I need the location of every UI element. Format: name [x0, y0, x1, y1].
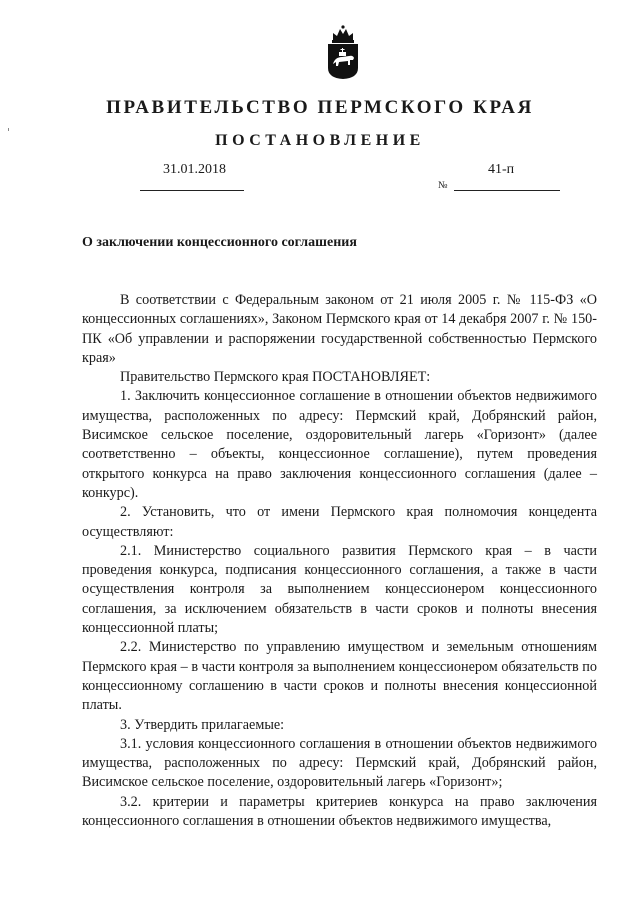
scan-margin-mark: [8, 128, 9, 131]
paragraph-resolves: Правительство Пермского края ПОСТАНОВЛЯЕТ:: [120, 369, 431, 386]
document-body: [82, 291, 597, 831]
perm-krai-coat-of-arms-icon: [324, 24, 362, 80]
date-underline: [140, 190, 244, 191]
paragraph-item-2: 2. Установить, что от имени Пермского края полномочия концедента осуществляют:: [82, 504, 597, 540]
document-number: 41-п: [488, 162, 515, 177]
document-date: 31.01.2018: [163, 162, 226, 177]
government-title: ПРАВИТЕЛЬСТВО ПЕРМСКОГО КРАЯ: [106, 97, 534, 118]
paragraph-item-2-1: 2.1. Министерство социального развития Пермского края – в части проведения конкурса, подписания концессионного соглашения, а также в части осуществления контроля за выполнением концессионером концессионного соглашения, за исключением обязательств в части сроков и полноты внесения концессионной платы;: [82, 542, 597, 637]
document-subject: О заключении концессионного соглашения: [82, 235, 357, 250]
paragraph-item-2-2: 2.2. Министерство по управлению имуществом и земельным отношениям Пермского края – в части контроля за выполнением концессионером обязательств по концессионному соглашению в части сроков и полноты внесения концессионной платы.: [82, 639, 597, 714]
document-type: ПОСТАНОВЛЕНИЕ: [215, 132, 425, 149]
paragraph-item-3-1: 3.1. условия концессионного соглашения в отношении объектов недвижимого имущества, расположенных по адресу: Пермский край, Добрянский район, Висимское сельское поселение, оздоровительный лагерь «Горизонт»;: [82, 735, 597, 791]
number-underline: [454, 190, 560, 191]
paragraph-preamble: В соответствии с Федеральным законом от 21 июля 2005 г. № 115-ФЗ «О концессионных соглашениях», Законом Пермского края от 14 декабря 2007 г. № 150-ПК «Об управлении и распоряжении государственной собственностью Пермского края»: [82, 292, 597, 366]
paragraph-item-3: 3. Утвердить прилагаемые:: [120, 716, 285, 733]
paragraph-item-1: 1. Заключить концессионное соглашение в отношении объектов недвижимого имущества, расположенных по адресу: Пермский край, Добрянский район, Висимское сельское поселение, оздоровительный лагерь «Горизонт» (далее соответственно – объекты, концессионное соглашение), путем проведения открытого конкурса на право заключения концессионного соглашения (далее – конкурс).: [82, 388, 597, 501]
paragraph-item-3-2: 3.2. критерии и параметры критериев конкурса на право заключения концессионного соглашения в отношении объектов недвижимого имущества,: [82, 793, 597, 830]
number-sign: №: [438, 180, 448, 191]
